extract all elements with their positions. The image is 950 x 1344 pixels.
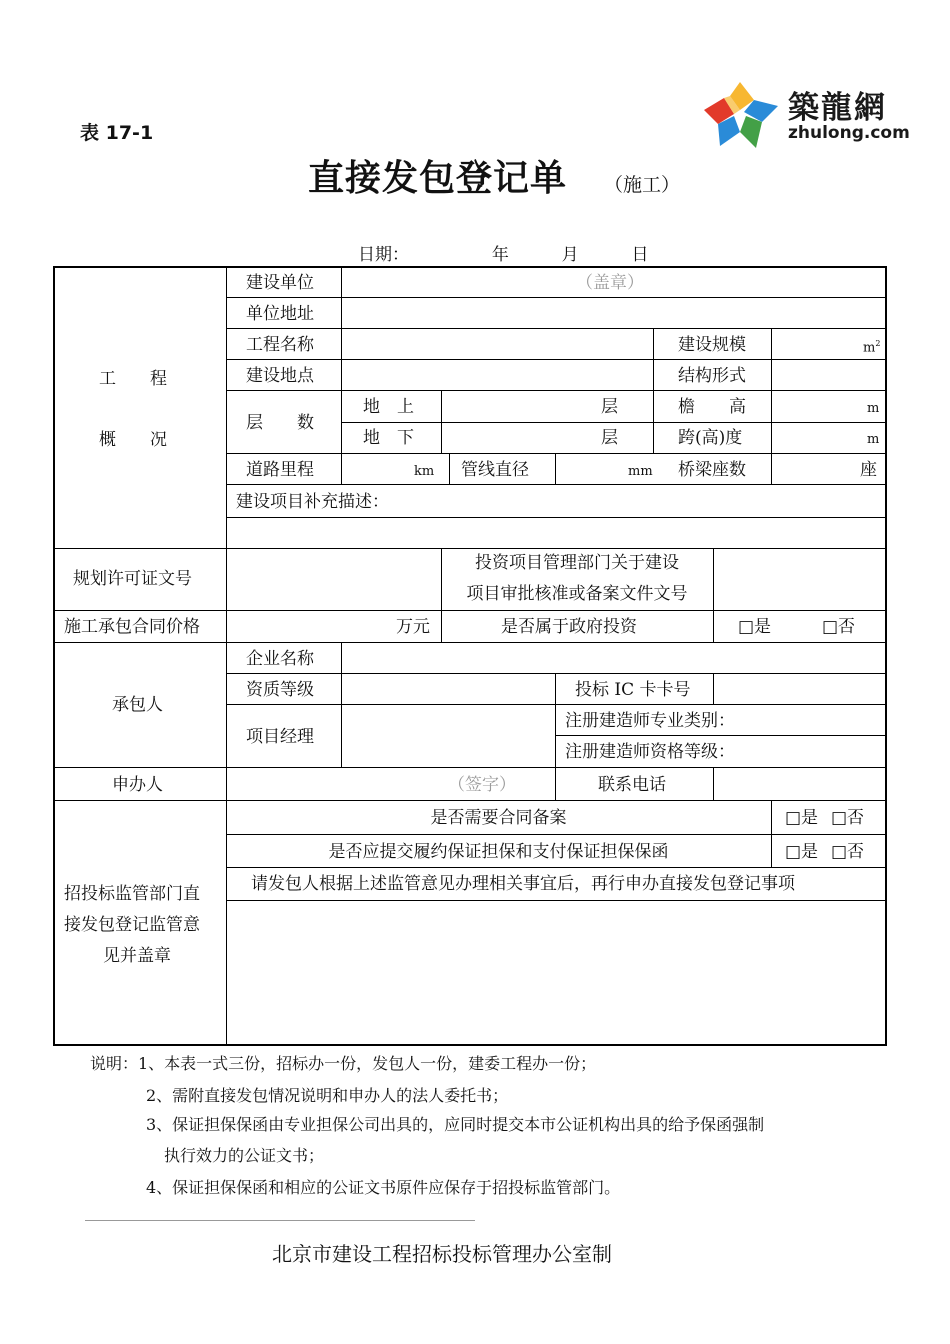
build-unit-field[interactable] bbox=[345, 270, 883, 296]
label-above-ground: 地 上 bbox=[363, 397, 414, 417]
label-road-length: 道路里程 bbox=[246, 460, 314, 480]
label-supervision-2: 接发包登记监管意 bbox=[64, 915, 200, 935]
date-line bbox=[358, 240, 648, 265]
applicant-sign-field[interactable] bbox=[229, 770, 553, 798]
supplement-field[interactable] bbox=[229, 519, 883, 546]
road-length-field[interactable] bbox=[345, 456, 409, 482]
note-2: 2、需附直接发包情况说明和申办人的法人委托书； bbox=[146, 1086, 509, 1105]
table-number: 表 17-1 bbox=[80, 122, 154, 144]
span-field[interactable] bbox=[773, 425, 861, 451]
unit-floor-above: 层 bbox=[601, 397, 618, 417]
checkbox-guarantee-yes[interactable]: □是 bbox=[785, 842, 819, 862]
checkbox-gov-yes[interactable]: □是 bbox=[738, 617, 772, 637]
label-bridge-count: 桥梁座数 bbox=[678, 460, 746, 480]
label-unit-address: 单位地址 bbox=[246, 304, 314, 324]
label-pipe-diameter: 管线直径 bbox=[461, 460, 529, 480]
unit-wan-yuan: 万元 bbox=[396, 617, 430, 637]
label-floors: 层 数 bbox=[246, 413, 314, 433]
label-build-site: 建设地点 bbox=[246, 366, 314, 386]
logo-name: 築龍網 bbox=[788, 90, 887, 126]
label-phone: 联系电话 bbox=[598, 775, 666, 795]
label-build-unit: 建设单位 bbox=[246, 273, 314, 293]
company-field[interactable] bbox=[345, 645, 883, 671]
form-subtitle: （施工） bbox=[604, 174, 681, 196]
label-build-scale: 建设规模 bbox=[678, 335, 746, 355]
eave-height-field[interactable] bbox=[773, 393, 861, 419]
label-ic-card: 投标 IC 卡卡号 bbox=[575, 680, 691, 700]
project-name-field[interactable] bbox=[345, 331, 651, 357]
note-1: 说明：1、本表一式三份，招标办一份，发包人一份，建委工程办一份； bbox=[90, 1054, 597, 1073]
build-scale-field[interactable] bbox=[773, 331, 853, 357]
supervision-instruction: 请发包人根据上述监管意见办理相关事宜后，再行申办直接发包登记事项 bbox=[251, 874, 795, 894]
label-company: 企业名称 bbox=[246, 649, 314, 669]
build-site-field[interactable] bbox=[345, 362, 651, 388]
checkbox-guarantee-no[interactable]: □否 bbox=[831, 842, 865, 862]
unit-floor-below: 层 bbox=[601, 428, 618, 448]
manager-field[interactable] bbox=[345, 707, 553, 765]
label-reg-grade: 注册建造师资格等级： bbox=[565, 742, 735, 762]
date-label: 日期： bbox=[358, 245, 409, 265]
label-applicant: 申办人 bbox=[112, 775, 163, 795]
label-supervision-3: 见并盖章 bbox=[103, 946, 171, 966]
label-supplement: 建设项目补充描述： bbox=[236, 492, 389, 512]
label-structure: 结构形式 bbox=[678, 366, 746, 386]
section-project-label-1: 工 程 bbox=[99, 369, 167, 389]
checkbox-filing-yes[interactable]: □是 bbox=[785, 808, 819, 828]
qualification-field[interactable] bbox=[345, 676, 553, 702]
unit-m2: $m^2$ bbox=[863, 339, 881, 356]
note-4: 4、保证担保保函和相应的公证文书原件应保存于招投标监管部门。 bbox=[146, 1178, 621, 1197]
label-invest-line2: 项目审批核准或备案文件文号 bbox=[466, 584, 688, 604]
registration-form bbox=[53, 266, 887, 1046]
unit-mm: mm bbox=[628, 464, 653, 479]
structure-field[interactable] bbox=[773, 362, 883, 388]
question-guarantee: 是否应提交履约保证担保和支付保证担保保函 bbox=[328, 842, 669, 862]
label-qualification: 资质等级 bbox=[246, 680, 314, 700]
date-day: 日 bbox=[631, 245, 649, 265]
checkbox-filing-no[interactable]: □否 bbox=[831, 808, 865, 828]
footer-divider bbox=[85, 1220, 475, 1221]
label-supervision-1: 招投标监管部门直 bbox=[64, 884, 200, 904]
label-gov-investment: 是否属于政府投资 bbox=[501, 617, 637, 637]
question-contract-filing: 是否需要合同备案 bbox=[430, 808, 567, 828]
sign-hint: （签字） bbox=[448, 775, 516, 795]
date-year: 年 bbox=[491, 245, 509, 265]
bridge-count-field[interactable] bbox=[773, 456, 855, 482]
date-month: 月 bbox=[561, 245, 579, 265]
unit-m-span: m bbox=[867, 432, 880, 447]
floors-above-field[interactable] bbox=[445, 393, 595, 419]
pipe-diameter-field[interactable] bbox=[558, 456, 622, 482]
label-contractor: 承包人 bbox=[112, 695, 163, 715]
note-3a: 3、保证担保保函由专业担保公司出具的，应同时提交本市公证机构出具的给予保函强制 bbox=[146, 1115, 765, 1134]
ic-card-field[interactable] bbox=[716, 676, 883, 702]
unit-km: km bbox=[414, 464, 435, 479]
section-project-label-2: 概 况 bbox=[99, 430, 167, 450]
logo-url: zhulong.com bbox=[788, 123, 910, 143]
zhulong-logo-icon bbox=[700, 76, 784, 156]
contract-price-field[interactable] bbox=[229, 613, 389, 640]
label-project-name: 工程名称 bbox=[246, 335, 314, 355]
supervision-opinion-field[interactable] bbox=[229, 903, 883, 1041]
form-title: 直接发包登记单 bbox=[308, 158, 568, 199]
floors-below-field[interactable] bbox=[445, 425, 595, 451]
label-span: 跨(高)度 bbox=[678, 428, 743, 448]
label-contract-price: 施工承包合同价格 bbox=[64, 617, 200, 637]
checkbox-gov-no[interactable]: □否 bbox=[822, 617, 856, 637]
label-manager: 项目经理 bbox=[246, 727, 314, 747]
unit-seat: 座 bbox=[860, 460, 877, 480]
permit-field[interactable] bbox=[229, 551, 439, 608]
label-eave-height: 檐 高 bbox=[678, 397, 746, 417]
label-permit: 规划许可证文号 bbox=[73, 569, 192, 589]
label-invest-line1: 投资项目管理部门关于建设 bbox=[475, 553, 679, 573]
seal-hint: （盖章） bbox=[576, 273, 644, 293]
label-below-ground: 地 下 bbox=[363, 428, 414, 448]
phone-field[interactable] bbox=[716, 770, 883, 798]
invest-doc-field[interactable] bbox=[716, 551, 883, 608]
label-reg-category: 注册建造师专业类别： bbox=[565, 711, 735, 731]
footer-issuer: 北京市建设工程招标投标管理办公室制 bbox=[272, 1242, 612, 1266]
unit-m-eave: m bbox=[867, 401, 880, 416]
unit-address-field[interactable] bbox=[345, 300, 883, 326]
note-3b: 执行效力的公证文书； bbox=[164, 1146, 325, 1165]
